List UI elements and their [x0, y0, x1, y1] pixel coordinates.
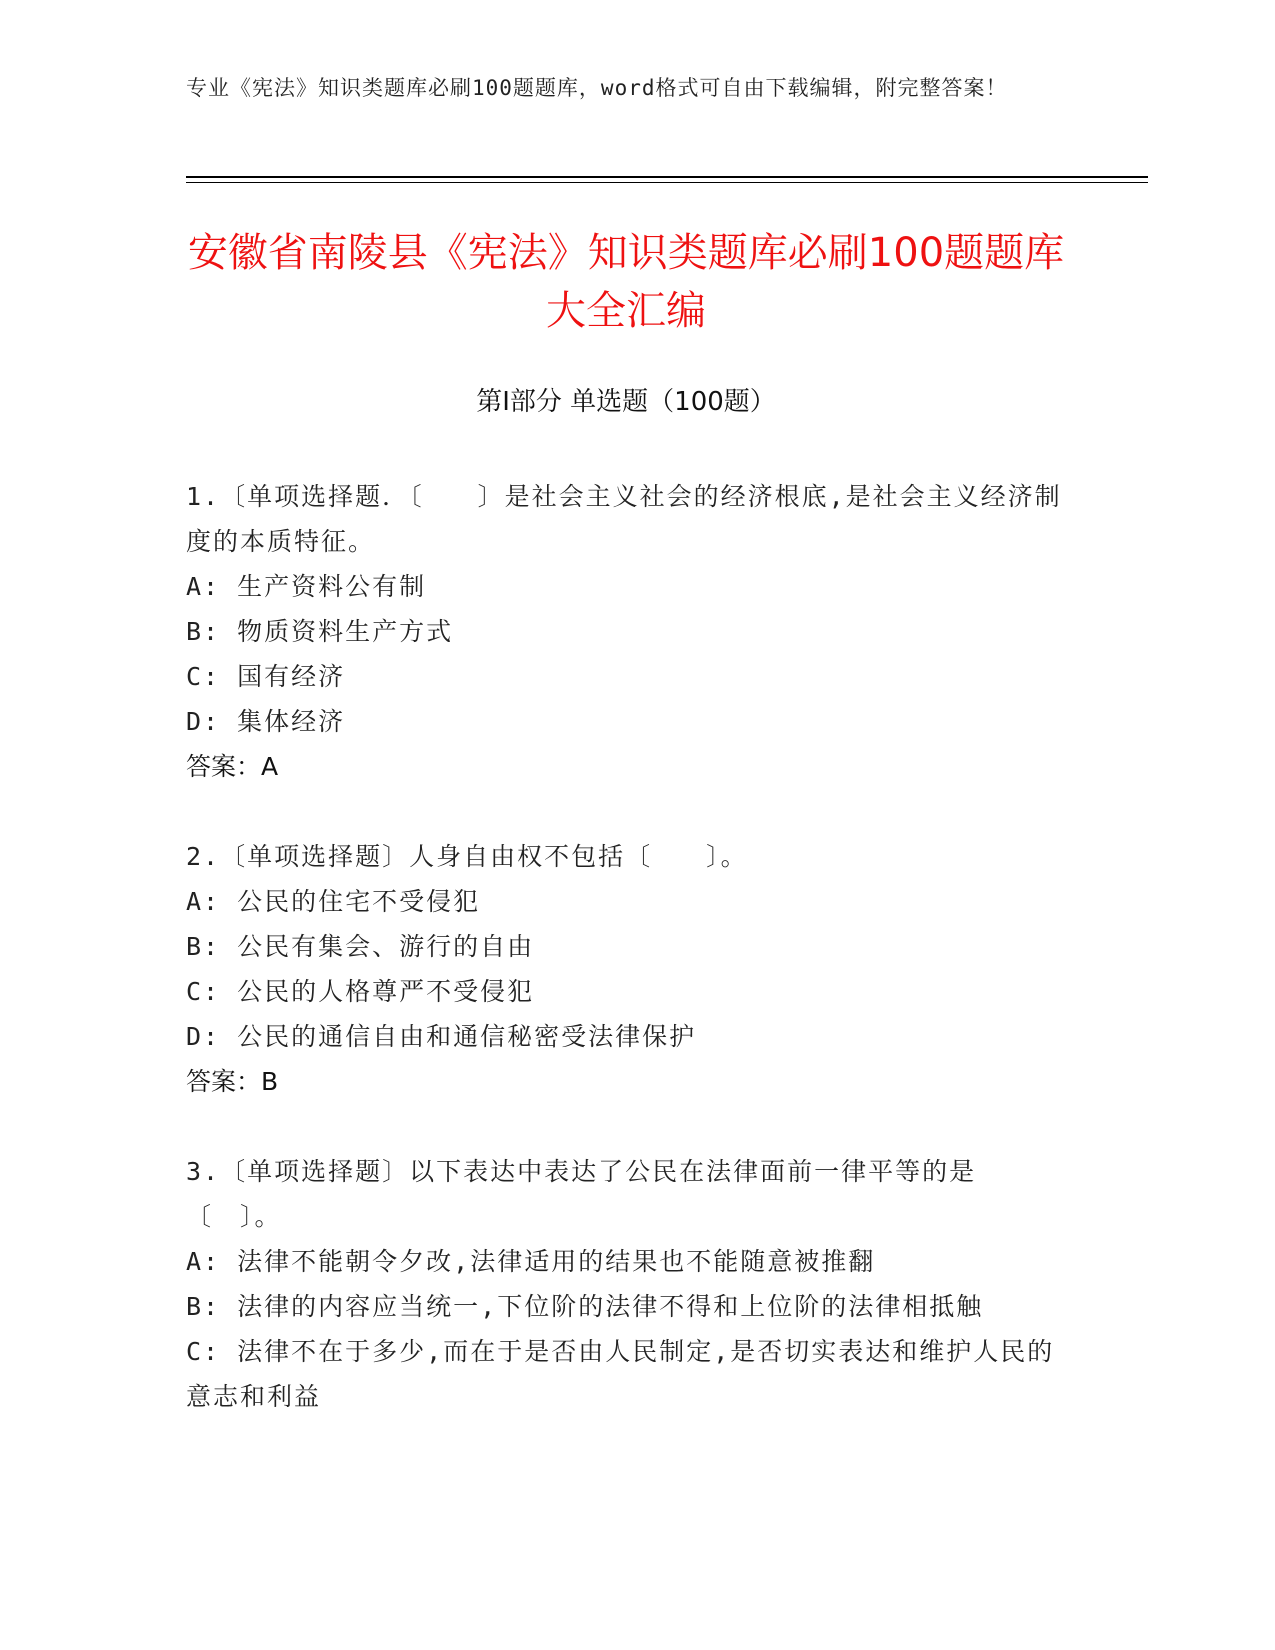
option-b: B: 物质资料生产方式 [186, 617, 454, 646]
question-stem: 1.〔单项选择题．〔 〕是社会主义社会的经济根底,是社会主义经济制度的本质特征。 [186, 482, 1062, 556]
question-2 [186, 834, 1066, 1104]
header-divider-thin [186, 182, 1148, 183]
question-stem: 3.〔单项选择题〕以下表达中表达了公民在法律面前一律平等的是〔 〕。 [186, 1157, 977, 1231]
document-title: 安徽省南陵县《宪法》知识类题库必刷100题题库大全汇编 [187, 230, 1065, 334]
option-d: D: 公民的通信自由和通信秘密受法律保护 [186, 1022, 697, 1051]
option-a: A: 公民的住宅不受侵犯 [186, 887, 481, 916]
option-a: A: 法律不能朝令夕改,法律适用的结果也不能随意被推翻 [186, 1247, 876, 1276]
option-b: B: 公民有集会、游行的自由 [186, 932, 535, 961]
option-d: D: 集体经济 [186, 707, 346, 736]
answer: 答案：B [186, 1067, 279, 1096]
header-note: 专业《宪法》知识类题库必刷100题题库，word格式可自由下载编辑，附完整答案！ [186, 76, 1008, 100]
option-c: C: 法律不在于多少,而在于是否由人民制定,是否切实表达和维护人民的意志和利益 [186, 1337, 1055, 1411]
option-c: C: 国有经济 [186, 662, 346, 691]
question-list [186, 474, 1066, 1464]
option-b: B: 法律的内容应当统一,下位阶的法律不得和上位阶的法律相抵触 [186, 1292, 984, 1321]
question-3 [186, 1149, 1066, 1419]
question-stem: 2.〔单项选择题〕人身自由权不包括〔 〕。 [186, 842, 748, 871]
option-c: C: 公民的人格尊严不受侵犯 [186, 977, 535, 1006]
question-1 [186, 474, 1066, 789]
section-heading: 第I部分 单选题（100题） [476, 387, 776, 417]
option-a: A: 生产资料公有制 [186, 572, 427, 601]
answer: 答案：A [186, 752, 279, 781]
header-divider-thick [186, 176, 1148, 178]
